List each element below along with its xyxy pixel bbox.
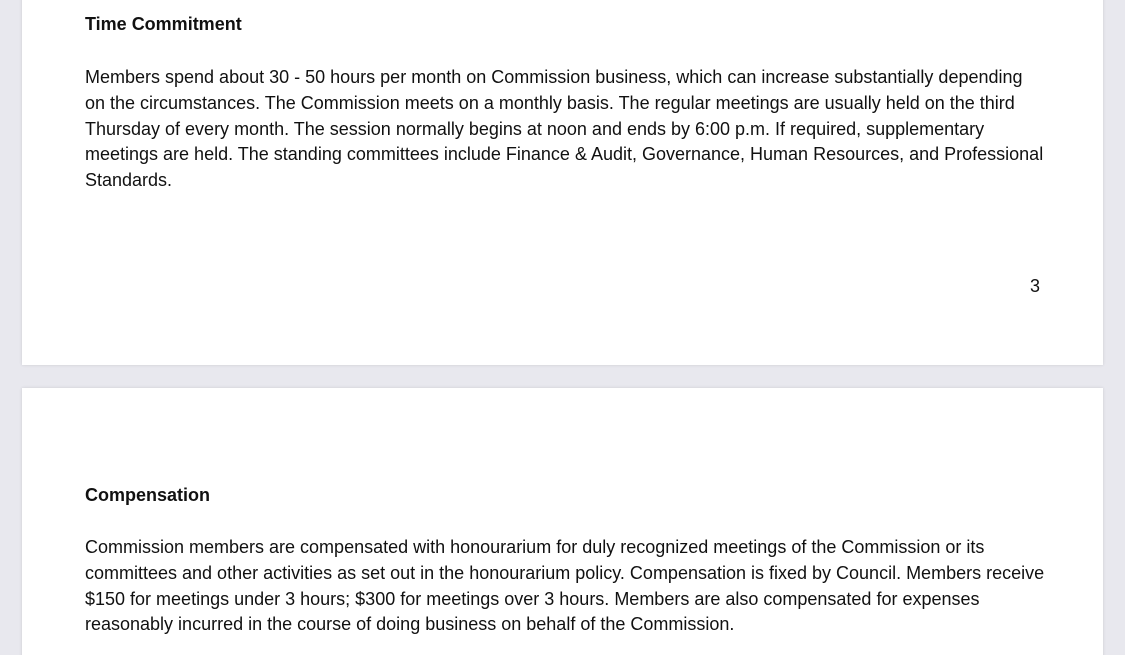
section-heading-time-commitment: Time Commitment	[85, 14, 242, 34]
section-heading-compensation: Compensation	[85, 485, 211, 505]
document-page-4	[22, 388, 1103, 655]
page-number: 3	[1029, 276, 1040, 296]
compensation-paragraph: Commission members are compensated with honourarium for duly recognized meetings of the Commission or its committees and other activities as set out in the honourarium policy. Compensation is fixed by Council. Members receive $150 for meetings under 3 hours; $300 for meetings over 3 hours. Members are also compensated for expenses reasonably incurred in the course of doing business on behalf of the Commission.	[85, 537, 1045, 635]
document-page-3	[22, 0, 1103, 365]
time-commitment-paragraph: Members spend about 30 - 50 hours per month on Commission business, which can increase substantially depending on the circumstances. The Commission meets on a monthly basis. The regular meetings are usually held on the third Thursday of every month. The session normally begins at noon and ends by 6:00 p.m. If required, supplementary meetings are held. The standing committees include Finance & Audit, Governance, Human Resources, and Professional Standards.	[85, 67, 1044, 191]
